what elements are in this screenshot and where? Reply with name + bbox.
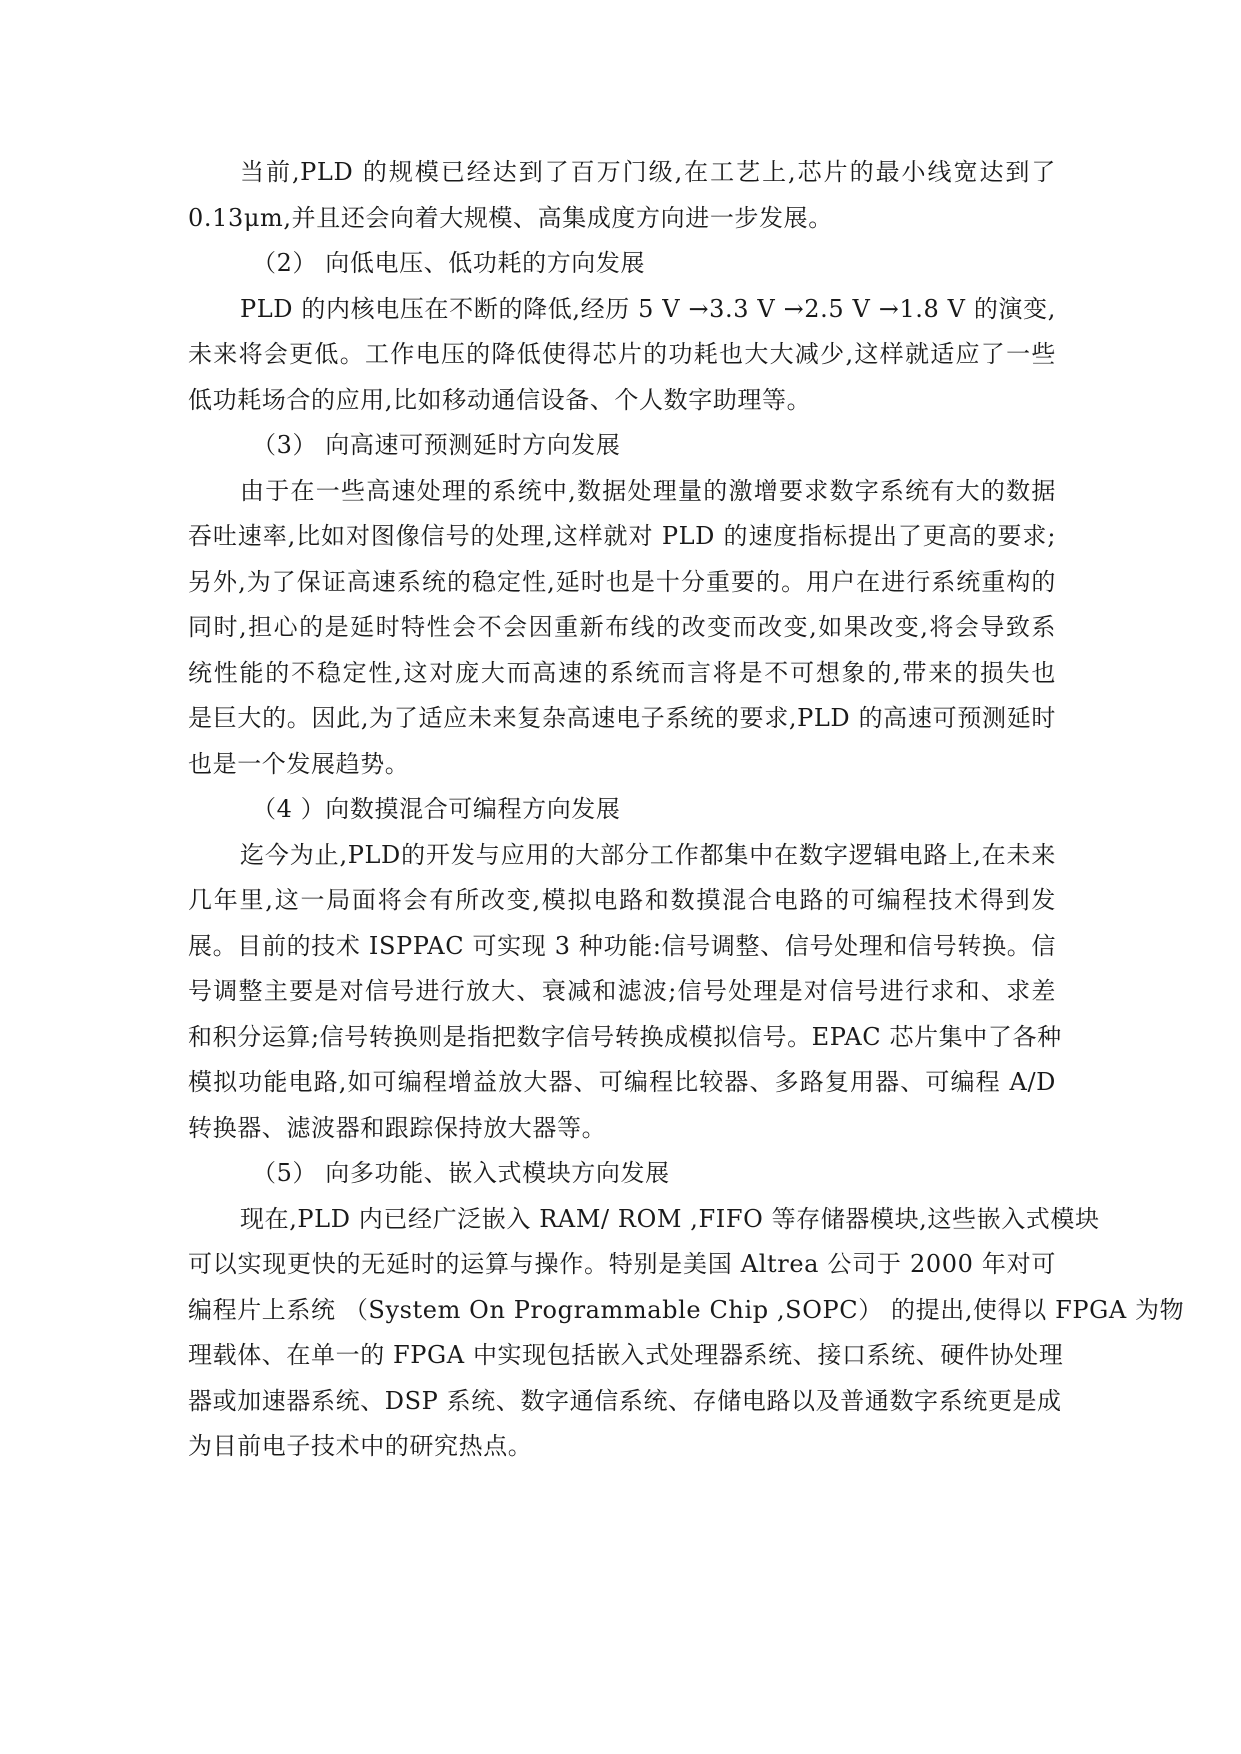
section-heading: （4 ）向数摸混合可编程方向发展 — [252, 795, 621, 823]
text-line: 未来将会更低。工作电压的降低使得芯片的功耗也大大减少,这样就适应了一些 — [188, 340, 1056, 368]
text-line: 迄今为止,PLD的开发与应用的大部分工作都集中在数字逻辑电路上,在未来 — [240, 840, 1056, 869]
text-line: 低功耗场合的应用,比如移动通信设备、个人数字助理等。 — [188, 385, 812, 414]
text-line: 由于在一些高速处理的系统中,数据处理量的激增要求数字系统有大的数据 — [240, 476, 1056, 505]
text-line: 器或加速器系统、DSP 系统、数字通信系统、存储电路以及普通数字系统更是成 — [188, 1386, 1062, 1415]
text-line: 和积分运算;信号转换则是指把数字信号转换成模拟信号。EPAC 芯片集中了各种 — [188, 1022, 1062, 1051]
section-heading: （5） 向多功能、嵌入式模块方向发展 — [252, 1159, 670, 1187]
text-line: 当前,PLD 的规模已经达到了百万门级,在工艺上,芯片的最小线宽达到了 — [240, 158, 1056, 186]
text-line: 可以实现更快的无延时的运算与操作。特别是美国 Altrea 公司于 2000 年对可 — [188, 1250, 1056, 1278]
text-line: 编程片上系统 （System On Programmable Chip ,SOPC） 的提出,使得以 FPGA 为物 — [188, 1295, 1185, 1324]
text-line: 0.13μm,并且还会向着大规模、高集成度方向进一步发展。 — [188, 203, 833, 232]
text-line: 是巨大的。因此,为了适应未来复杂高速电子系统的要求,PLD 的高速可预测延时 — [188, 704, 1056, 732]
text-line: 号调整主要是对信号进行放大、衰减和滤波;信号处理是对信号进行求和、求差 — [188, 977, 1056, 1005]
text-line: 理载体、在单一的 FPGA 中实现包括嵌入式处理器系统、接口系统、硬件协处理 — [188, 1341, 1064, 1369]
text-line: 几年里,这一局面将会有所改变,模拟电路和数摸混合电路的可编程技术得到发 — [188, 886, 1056, 914]
text-line: 转换器、滤波器和跟踪保持放大器等。 — [188, 1113, 607, 1142]
text-line: 展。目前的技术 ISPPAC 可实现 3 种功能:信号调整、信号处理和信号转换。信 — [188, 931, 1056, 960]
text-line: PLD 的内核电压在不断的降低,经历 5 V →3.3 V →2.5 V →1.8 V 的演变, — [240, 294, 1056, 323]
text-line: 也是一个发展趋势。 — [188, 749, 410, 778]
text-line: 另外,为了保证高速系统的稳定性,延时也是十分重要的。用户在进行系统重构的 — [188, 567, 1056, 596]
document-body — [188, 150, 1185, 1470]
text-line: 同时,担心的是延时特性会不会因重新布线的改变而改变,如果改变,将会导致系 — [188, 613, 1056, 641]
text-line: 统性能的不稳定性,这对庞大而高速的系统而言将是不可想象的,带来的损失也 — [188, 658, 1056, 687]
section-heading: （2） 向低电压、低功耗的方向发展 — [252, 249, 646, 277]
section-heading: （3） 向高速可预测延时方向发展 — [252, 431, 621, 459]
text-line: 现在,PLD 内已经广泛嵌入 RAM/ ROM ,FIFO 等存储器模块,这些嵌入式模块 — [240, 1204, 1100, 1233]
text-line: 模拟功能电路,如可编程增益放大器、可编程比较器、多路复用器、可编程 A/D — [188, 1068, 1056, 1096]
text-line: 为目前电子技术中的研究热点。 — [188, 1432, 533, 1460]
text-line: 吞吐速率,比如对图像信号的处理,这样就对 PLD 的速度指标提出了更高的要求; — [188, 522, 1056, 550]
